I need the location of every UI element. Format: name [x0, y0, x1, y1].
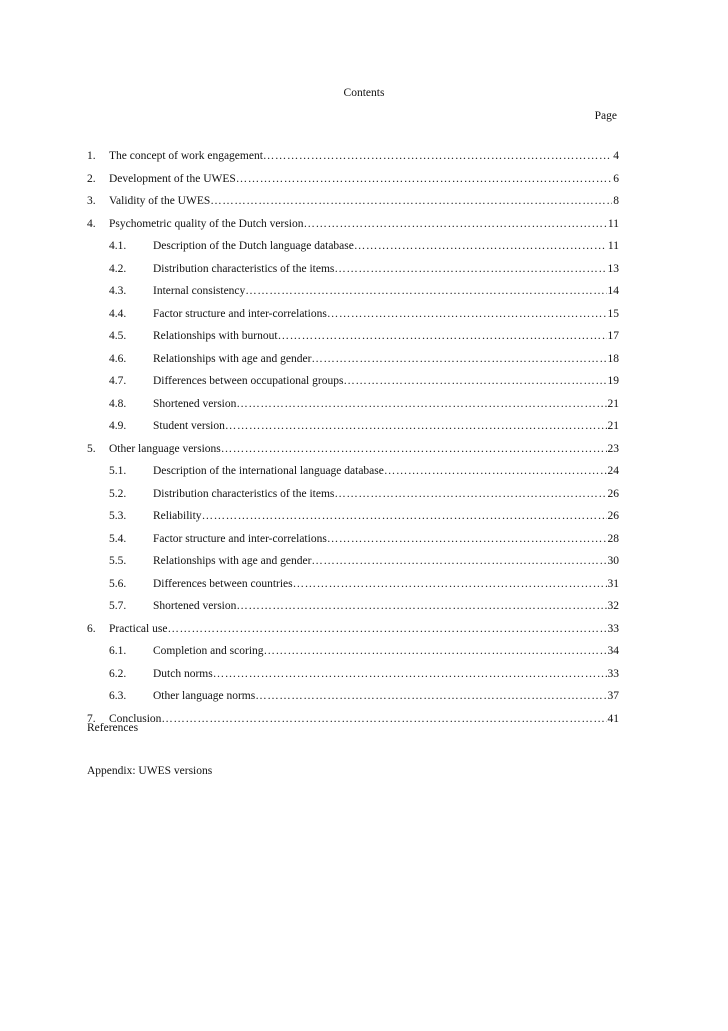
toc-entry-line	[153, 464, 619, 478]
toc-entry-number: 5.5.	[109, 555, 127, 567]
toc-entry-label: Distribution characteristics of the items	[153, 262, 335, 275]
toc-entry-label: Factor structure and inter-correlations	[153, 532, 327, 545]
toc-entry	[87, 149, 619, 172]
toc-entry-number: 5.	[87, 442, 96, 455]
dot-leader	[210, 194, 612, 208]
dot-leader	[311, 554, 606, 568]
toc-entry-number: 5.1.	[109, 465, 127, 477]
toc-entry-page: 6	[613, 172, 619, 185]
toc-entry-number: 4.5.	[109, 330, 127, 342]
toc-entry	[87, 284, 619, 307]
toc-entry-page: 21	[607, 397, 619, 410]
toc-entry-label: Relationships with age and gender	[153, 555, 312, 567]
toc-entry-line	[153, 397, 619, 411]
toc-entry-line	[153, 487, 619, 501]
dot-leader	[221, 442, 607, 456]
toc-entry-number: 7.	[87, 712, 96, 725]
toc-entry	[87, 599, 619, 622]
dot-leader	[264, 644, 607, 658]
toc-entry	[87, 194, 619, 217]
toc-entry-label: Practical use	[109, 622, 168, 635]
toc-entry-label: Factor structure and inter-correlations	[153, 307, 327, 320]
toc-entry-number: 5.7.	[109, 600, 127, 612]
toc-entry-number: 6.2.	[109, 667, 127, 680]
toc-entry-line	[109, 149, 619, 163]
page-column-header: Page	[594, 110, 617, 122]
toc-entry-line	[153, 239, 619, 253]
toc-entry-label: Differences between countries	[153, 577, 293, 590]
dot-leader	[225, 419, 607, 433]
dot-leader	[354, 239, 607, 253]
toc-entry-page: 14	[607, 285, 619, 297]
dot-leader	[161, 712, 606, 726]
toc-entry-page: 18	[607, 352, 619, 365]
toc-entry-page: 24	[607, 465, 619, 477]
toc-entry-line	[109, 712, 619, 726]
toc-entry-label: Relationships with age and gender	[153, 352, 312, 365]
toc-entry-number: 6.	[87, 622, 96, 635]
dot-leader	[245, 284, 606, 298]
toc-entry-label: Development of the UWES	[109, 172, 236, 185]
toc-entry	[87, 217, 619, 240]
toc-entry	[87, 307, 619, 330]
toc-entry-page: 30	[607, 555, 619, 567]
toc-entry-line	[153, 509, 619, 523]
toc-entry-label: Internal consistency	[153, 285, 246, 297]
toc-entry	[87, 622, 619, 645]
toc-entry-page: 33	[607, 622, 619, 635]
toc-entry-number: 5.3.	[109, 510, 127, 522]
toc-entry-page: 4	[613, 150, 619, 162]
toc-entry-line	[153, 577, 619, 591]
toc-entry-number: 5.6.	[109, 577, 127, 590]
toc-entry-page: 26	[607, 510, 619, 522]
toc-entry-label: Distribution characteristics of the items	[153, 487, 335, 500]
dot-leader	[343, 374, 606, 388]
dot-leader	[236, 172, 612, 186]
toc-entry-page: 33	[607, 667, 619, 680]
dot-leader	[167, 622, 606, 636]
toc-entry	[87, 577, 619, 600]
dot-leader	[334, 262, 606, 276]
toc-entry-number: 6.1.	[109, 645, 127, 657]
toc-entry-page: 28	[607, 532, 619, 545]
dot-leader	[213, 667, 607, 681]
toc-entry	[87, 644, 619, 667]
toc-entry-number: 4.6.	[109, 352, 127, 365]
toc-entry-label: Student version	[153, 420, 225, 432]
toc-entry-number: 4.8.	[109, 397, 127, 410]
dot-leader	[236, 599, 606, 613]
toc-entry-page: 17	[607, 330, 619, 342]
toc-entry-line	[153, 644, 619, 658]
toc-entry-line	[153, 307, 619, 321]
toc-entry-page: 31	[607, 577, 619, 590]
toc-entry-number: 1.	[87, 150, 96, 162]
toc-entry	[87, 442, 619, 465]
toc-entry-label: Psychometric quality of the Dutch version	[109, 217, 304, 230]
toc-entry-label: Conclusion	[109, 712, 162, 725]
toc-entry-line	[109, 442, 619, 456]
toc-entry-page: 26	[607, 487, 619, 500]
toc-entry-number: 6.3.	[109, 690, 127, 702]
dot-leader	[236, 397, 606, 411]
contents-title: Contents	[343, 87, 385, 99]
dot-leader	[293, 577, 607, 591]
toc-entry-page: 11	[607, 240, 619, 252]
toc-entry-page: 11	[607, 217, 619, 230]
dot-leader	[311, 352, 606, 366]
toc-entry-label: Reliability	[153, 510, 202, 522]
toc-entry-line	[153, 352, 619, 366]
toc-entry-label: Description of the Dutch language database	[153, 240, 354, 252]
dot-leader	[334, 487, 606, 501]
toc-entry-number: 4.	[87, 217, 96, 230]
toc-entry-line	[153, 554, 619, 568]
toc-entry	[87, 262, 619, 285]
toc-entry-number: 2.	[87, 172, 96, 185]
toc-entry-line	[153, 284, 619, 298]
toc-entry	[87, 712, 619, 735]
table-of-contents	[87, 149, 619, 734]
toc-entry	[87, 352, 619, 375]
toc-entry-page: 41	[607, 712, 619, 725]
toc-entry	[87, 487, 619, 510]
toc-entry-number: 4.7.	[109, 375, 127, 387]
toc-entry-label: Validity of the UWES	[109, 195, 211, 207]
toc-entry-number: 5.4.	[109, 532, 127, 545]
toc-entry	[87, 419, 619, 442]
toc-entry-page: 23	[607, 442, 619, 455]
toc-entry-label: Description of the international language database	[153, 465, 384, 477]
toc-entry	[87, 464, 619, 487]
toc-entry-label: Other language norms	[153, 690, 256, 702]
toc-entry-label: Completion and scoring	[153, 645, 264, 657]
toc-entry-page: 32	[607, 600, 619, 612]
toc-entry-number: 4.9.	[109, 420, 127, 432]
dot-leader	[202, 509, 607, 523]
toc-entry	[87, 374, 619, 397]
toc-entry	[87, 329, 619, 352]
dot-leader	[327, 532, 607, 546]
toc-entry	[87, 667, 619, 690]
toc-entry-label: The concept of work engagement	[109, 150, 263, 162]
references-heading: References	[87, 722, 139, 734]
toc-entry-label: Other language versions	[109, 442, 221, 455]
toc-entry-line	[153, 374, 619, 388]
toc-entry-number: 3.	[87, 195, 96, 207]
toc-entry-number: 4.2.	[109, 262, 127, 275]
toc-entry-line	[153, 532, 619, 546]
toc-entry-label: Shortened version	[153, 397, 237, 410]
toc-entry-label: Relationships with burnout	[153, 330, 278, 342]
toc-entry	[87, 397, 619, 420]
toc-entry	[87, 689, 619, 712]
toc-entry	[87, 172, 619, 195]
toc-entry-label: Shortened version	[153, 600, 237, 612]
dot-leader	[255, 689, 606, 703]
toc-entry	[87, 509, 619, 532]
toc-entry	[87, 554, 619, 577]
toc-entry-page: 19	[607, 375, 619, 387]
toc-entry-line	[153, 689, 619, 703]
toc-entry-page: 34	[607, 645, 619, 657]
toc-entry-number: 5.2.	[109, 487, 127, 500]
toc-entry-line	[153, 419, 619, 433]
toc-entry-line	[153, 329, 619, 343]
toc-entry-line	[153, 262, 619, 276]
dot-leader	[263, 149, 612, 163]
toc-entry-line	[109, 172, 619, 186]
toc-entry	[87, 239, 619, 262]
toc-entry-line	[153, 599, 619, 613]
toc-entry-label: Differences between occupational groups	[153, 375, 344, 387]
toc-entry-page: 13	[607, 262, 619, 275]
toc-entry-page: 15	[607, 307, 619, 320]
toc-entry-label: Dutch norms	[153, 667, 213, 680]
appendix-heading: Appendix: UWES versions	[87, 765, 213, 777]
toc-entry-number: 4.1.	[109, 240, 127, 252]
toc-entry-line	[109, 622, 619, 636]
toc-entry-line	[109, 217, 619, 231]
toc-entry-page: 37	[607, 690, 619, 702]
dot-leader	[327, 307, 607, 321]
toc-entry-number: 4.4.	[109, 307, 127, 320]
toc-entry-line	[153, 667, 619, 681]
toc-entry-number: 4.3.	[109, 285, 127, 297]
toc-entry	[87, 532, 619, 555]
dot-leader	[384, 464, 607, 478]
dot-leader	[278, 329, 607, 343]
toc-entry-page: 8	[613, 195, 619, 207]
toc-entry-line	[109, 194, 619, 208]
toc-entry-page: 21	[607, 420, 619, 432]
dot-leader	[304, 217, 607, 231]
